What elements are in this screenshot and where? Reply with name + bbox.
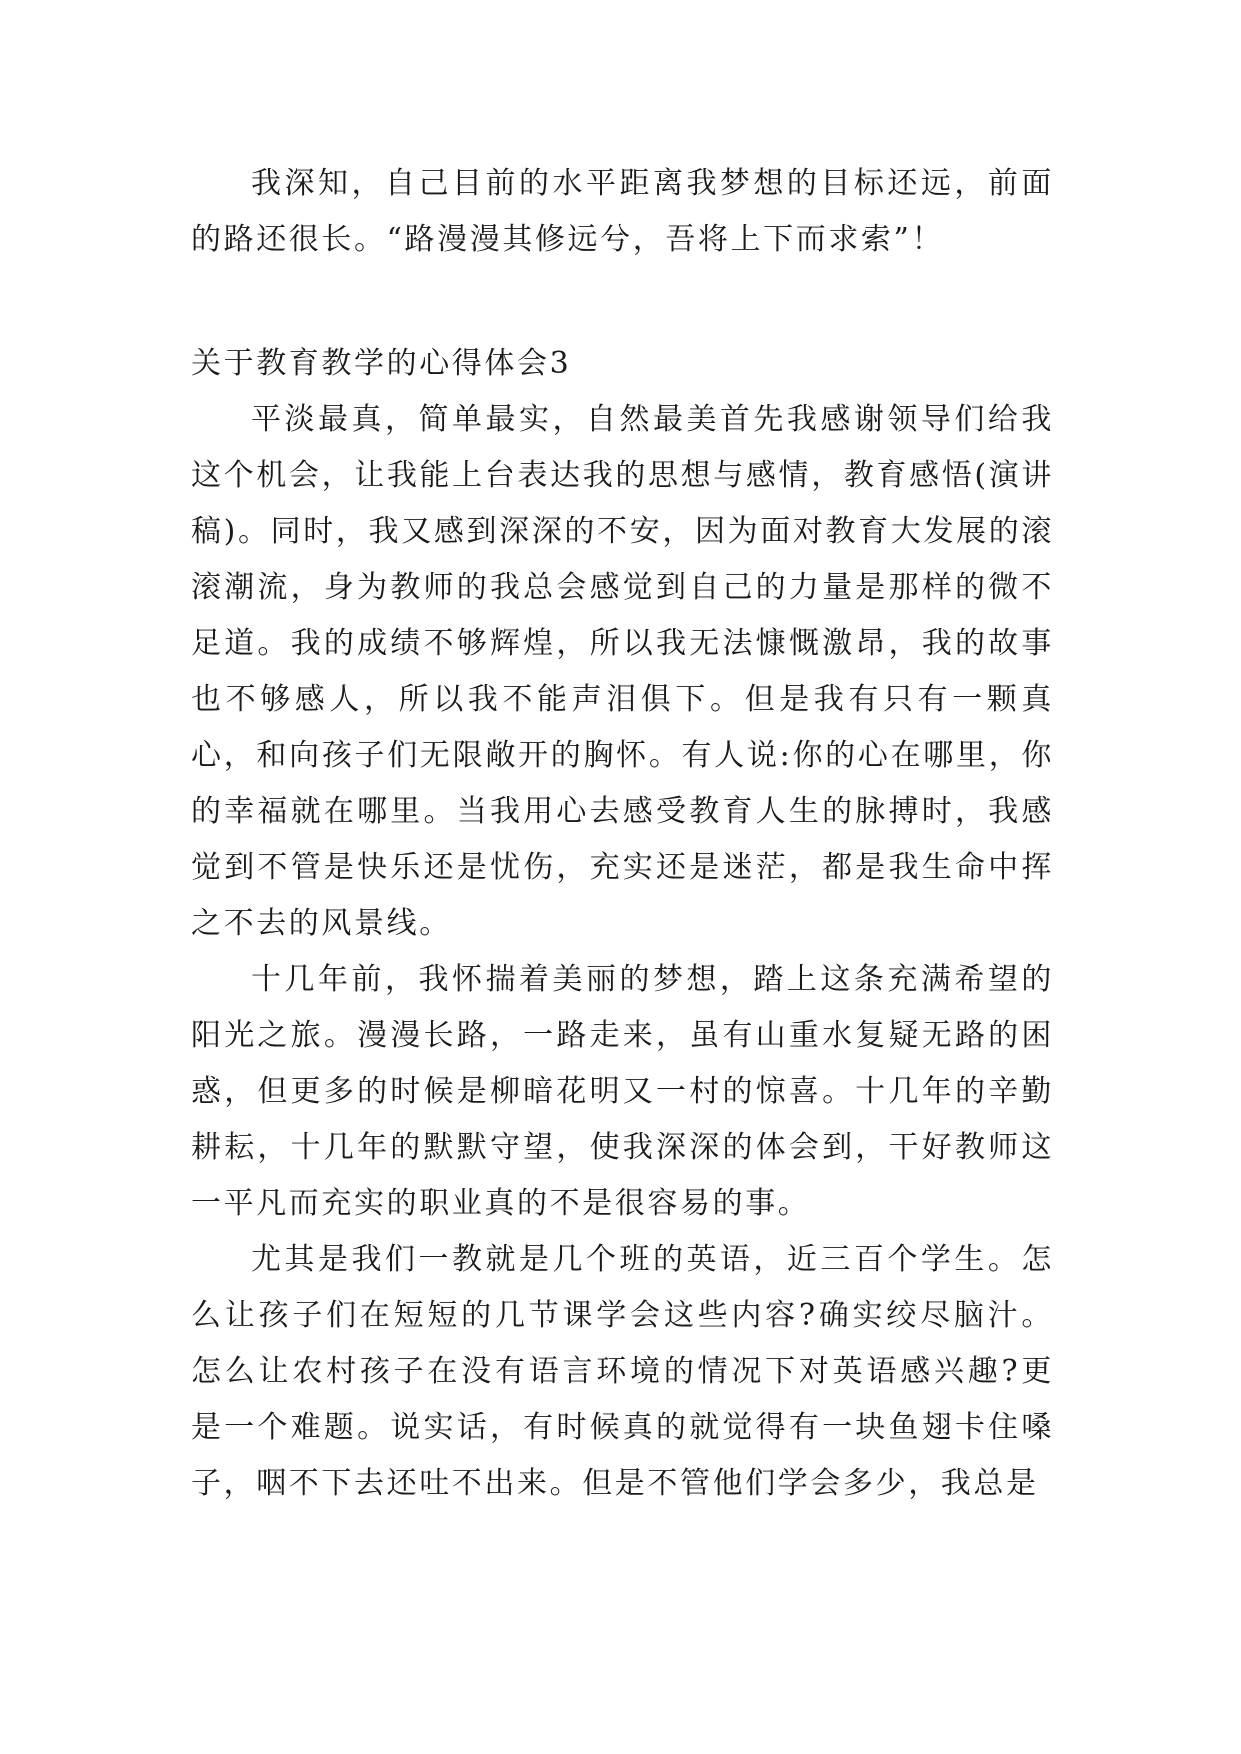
body-paragraph: 十几年前，我怀揣着美丽的梦想，踏上这条充满希望的阳光之旅。漫漫长路，一路走来，虽有山重水复疑无路的困惑，但更多的时候是柳暗花明又一村的惊喜。十几年的辛勤耕耘，十几年的默默守望，使我深深的体会到，干好教师这一平凡而充实的职业真的不是很容易的事。	[191, 962, 1054, 1221]
essay-section	[191, 336, 1054, 1512]
intro-paragraph: 我深知，自己目前的水平距离我梦想的目标还远，前面的路还很长。“路漫漫其修远兮，吾将上下而求索”！	[191, 166, 1054, 257]
body-paragraph: 尤其是我们一教就是几个班的英语，近三百个学生。怎么让孩子们在短短的几节课学会这些内容?确实绞尽脑汁。怎么让农村孩子在没有语言环境的情况下对英语感兴趣?更是一个难题。说实话，有时候真的就觉得有一块鱼翅卡住嗓子，咽不下去还吐不出来。但是不管他们学会多少，我总是	[191, 1242, 1054, 1501]
section-heading: 关于教育教学的心得体会3	[191, 346, 572, 381]
body-paragraph: 平淡最真，简单最实，自然最美首先我感谢领导们给我这个机会，让我能上台表达我的思想与感情，教育感悟(演讲稿)。同时，我又感到深深的不安，因为面对教育大发展的滚滚潮流，身为教师的我总会感觉到自己的力量是那样的微不足道。我的成绩不够辉煌，所以我无法慷慨激昂，我的故事也不够感人，所以我不能声泪俱下。但是我有只有一颗真心，和向孩子们无限敞开的胸怀。有人说:你的心在哪里，你的幸福就在哪里。当我用心去感受教育人生的脉搏时，我感觉到不管是快乐还是忧伤，充实还是迷茫，都是我生命中挥之不去的风景线。	[191, 402, 1054, 941]
intro-section	[191, 156, 1054, 268]
